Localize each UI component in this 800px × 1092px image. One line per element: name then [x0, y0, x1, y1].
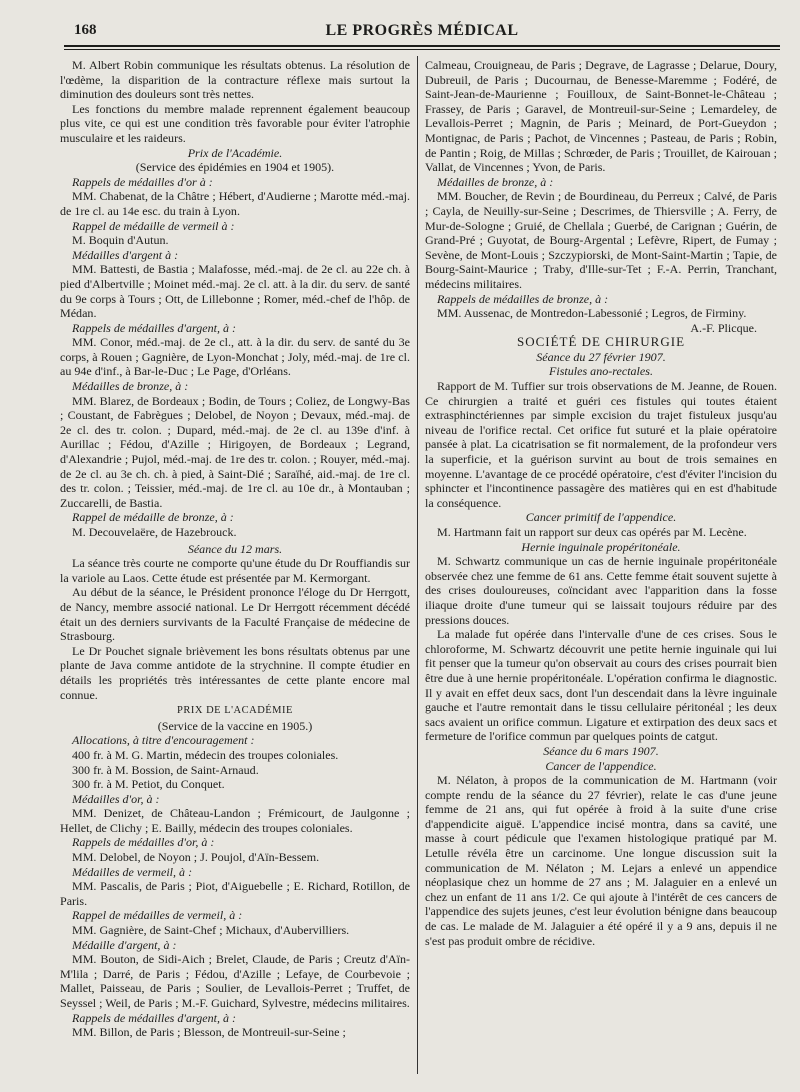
left-paragraph: Prix de l'Académie.: [187, 145, 283, 160]
page-number: 168: [74, 22, 97, 38]
right-paragraph: MM. Boucher, de Revin ; de Bourdineau, du Perreux ; Calvé, de Paris ; Cayla, de Neuilly-sur-Seine ; Descrimes, de Thiersville ; A. Ferry, de Mur-de-Sologne ; Gruié, de Chellala ; Guerbé, de Carignan ; Guérin, de Grand-Pré ; Guyotat, de Bourg-Argental ; Lefèvre, Ripert, de Fumay ; Sevène, de Mont-Louis ; Szczypiorski, de Mont-Saint-Martin ; Tapie, de Bourg-Saint-Maurice ; Traby, d'Ille-sur-Tet ; F.-A. Perrin, Tranchant, médecins militaires.: [425, 189, 777, 291]
right-paragraph: Calmeau, Crouigneau, de Paris ; Degrave, de Lagrasse ; Delarue, Doury, Dubreuil, de Paris ; Ducournau, de Benesse-Maremme ; Fodéré, de Saint-Jean-de-Maurienne ; Fouilloux, de Saint-Bonnet-le-Château ; Frassey, de Paris ; Garavel, de Montreuil-sur-Seine ; Lemardeley, de Levallois-Perret ; Magnin, de Paris ; Meinard, de Port-Gueydon ; Montignac, de Paris ; Pachot, de Vincennes ; Pasteau, de Paris ; Robin, de Pantin ; Roig, de Millas ; Schrœder, de Paris ; Trouillet, de Kairouan ; Vallat, de Vincennes ; Yvon, de Paris.: [425, 58, 777, 175]
left-paragraph: 400 fr. à M. G. Martin, médecin des troupes coloniales.: [72, 747, 339, 762]
right-paragraph: Séance du 27 février 1907.: [536, 349, 666, 364]
right-paragraph: A.-F. Plicque.: [690, 320, 757, 335]
right-paragraph: M. Nélaton, à propos de la communication de M. Hartmann (voir compte rendu de la séance du 27 février), relate le cas d'une jeune femme de 21 ans, qui fut opérée à froid à la suite d'une crise d'appendicite aiguë. L'appendice incisé montra, dans sa cavité, une masse à court pédicule que l'examen histologique pratiqué par M. Letulle révéla être un carcinome. Une longue discussion suit la communication de M. Nélaton ; M. Lejars a enlevé un appendice néoplasique chez un homme de 27 ans ; M. Jalaguier en a enlevé un chez un enfant de 11 ans 1/2. Ce qui ajoute à l'intérêt de ces cancers de l'appendice des sujets jeunes, c'est leur évolution bénigne dans beaucoup de cas. Le malade de M. Jalaguier a été opéré il y a 9 ans, depuis il ne s'est pas produit ombre de récidive.: [425, 773, 777, 948]
left-paragraph: M. Albert Robin communique les résultats obtenus. La résolution de l'œdème, la disparition de la contracture réflexe mais surtout la diminution des douleurs sont très nettes.: [60, 58, 410, 102]
left-paragraph: Rappels de médailles d'or à :: [72, 174, 213, 189]
left-paragraph: Rappels de médailles d'argent, à :: [72, 1010, 237, 1025]
right-paragraph: SOCIÉTÉ DE CHIRURGIE: [516, 334, 686, 350]
left-paragraph: Médailles d'argent à :: [72, 247, 179, 262]
left-paragraph: MM. Conor, méd.-maj. de 2e cl., att. à la dir. du serv. de santé du 3e corps, à Rouen ; Gagnière, de Lyon-Monchat ; Joly, méd.-maj. de 1re cl. au 94e d'inf., à Bar-le-Duc ; Le Page, d'Orléans.: [60, 335, 410, 379]
left-paragraph: 300 fr. à M. Petiot, du Conquet.: [72, 777, 225, 792]
left-paragraph: Au début de la séance, le Président prononce l'éloge du Dr Herrgott, de Nancy, membre associé national. Le Dr Herrgott récemment décédé était un des derniers survivants de la Faculté Française de médecine de Strasbourg.: [60, 585, 410, 644]
left-paragraph: Médaille d'argent, à :: [72, 937, 177, 952]
left-paragraph: Rappel de médailles de vermeil, à :: [72, 908, 243, 923]
left-paragraph: MM. Chabenat, de la Châtre ; Hébert, d'Audierne ; Marotte méd.-maj. de 1re cl. au 14e esc. du train à Lyon.: [60, 189, 410, 218]
left-paragraph: Les fonctions du membre malade reprennent également beaucoup plus vite, ce qui est une condition très favorable pour éviter l'atrophie musculaire et les raideurs.: [60, 101, 410, 145]
right-paragraph: Séance du 6 mars 1907.: [543, 743, 659, 758]
column-divider: [417, 56, 418, 1074]
left-paragraph: MM. Delobel, de Noyon ; J. Poujol, d'Aïn-Bessem.: [72, 850, 320, 865]
left-paragraph: Séance du 12 mars.: [187, 541, 283, 556]
left-paragraph: MM. Blarez, de Bordeaux ; Bodin, de Tours ; Coliez, de Longwy-Bas ; Coustant, de Fabrègues ; Delobel, de Noyon ; Devaux, méd.-maj. de 2e cl. des tr. colon. ; Dupard, méd.-maj. de 2e cl. au 139e d'inf. à Aurillac ; Fédou, d'Azille ; Hirigoyen, de Bordeaux ; Legrand, d'Alexandrie ; Pujol, méd.-maj. de 1re des tr. colon. ; Rouyer, méd.-maj. de 2e cl. au 3e ch. ch. à pied, à Saint-Dié ; Saraïhé, aid.-maj. de 1re cl. des tr. colon. ; Teissier, méd.-maj. de 1re cl. au 10e dr., à Montauban ; Zuccarelli, de Bastia.: [60, 393, 410, 510]
right-paragraph: M. Schwartz communique un cas de hernie inguinale propéritonéale observée chez une femme de 61 ans. Cette femme était souvent sujette à des crises douloureuses, coïncidant avec l'apparition dans la fosse iliaque droite d'une tumeur qui se laissait toujours réduire par des pressions douces.: [425, 554, 777, 627]
right-paragraph: Rappels de médailles de bronze, à :: [437, 291, 609, 306]
left-paragraph: MM. Bouton, de Sidi-Aich ; Brelet, Claude, de Paris ; Creutz d'Aïn-M'lila ; Darré, de Paris ; Fédou, d'Azille ; Lefaye, de Courbevoie ; Mallet, Paisseau, de Paris ; Soulier, de Levallois-Perret ; Truffet, de Seyssel ; Weil, de Paris ; M.-F. Guichard, Sylvestre, médecins militaires.: [60, 952, 410, 1010]
right-paragraph: Fistules ano-rectales.: [549, 364, 653, 379]
left-paragraph: M. Decouvelaëre, de Hazebrouck.: [72, 525, 237, 539]
right-paragraph: La malade fut opérée dans l'intervalle d'une de ces crises. Sous le chloroforme, M. Schwartz découvrit une petite hernie inguinale qui lui fit penser que la tumeur qu'on observait au cours des crises pourrait bien être due à une hernie propéritonéale. L'opération confirma le diagnostic. Il y avait en effet deux sacs, dont l'un descendait dans la lèvre inguinale gauche et l'autre remontait dans le tissu cellulaire péritonéal ; les deux sacs avaient un orifice commun. Ligature et extirpation des deux sacs et fermeture de l'orifice commun par quelques points de catgut.: [425, 627, 777, 744]
right-paragraph: Rapport de M. Tuffier sur trois observations de M. Jeanne, de Rouen. Ce chirurgien a traité et guéri ces fistules qui toutes étaient extrasphinctériennes par simple excision du trajet fistuleux jusqu'au niveau de l'orifice rectal. Cet orifice fut suturé et la plaie opératoire pansée à plat. La cicatrisation se fit normalement, de la profondeur vers la superficie, et la guérison survint au bout de trois semaines en moyenne. L'avantage de ce procédé opératoire, c'est d'éviter l'incision du sphincter et l'incontinence passagère des matières qui en est d'habitude la conséquence.: [425, 379, 777, 510]
right-paragraph: M. Hartmann fait un rapport sur deux cas opérés par M. Lecène.: [437, 525, 747, 539]
left-paragraph: Rappel de médaille de bronze, à :: [72, 510, 234, 525]
left-paragraph: MM. Denizet, de Château-Landon ; Frémicourt, de Jaulgonne ; Hellet, de Clichy ; E. Bailly, médecin des troupes coloniales.: [60, 806, 410, 835]
left-paragraph: MM. Billon, de Paris ; Blesson, de Montreuil-sur-Seine ;: [72, 1025, 346, 1040]
header-rule: [64, 45, 780, 47]
left-paragraph: Le Dr Pouchet signale brièvement les bons résultats obtenus par une plante de Java comme antidote de la strychnine. Il compte étudier en détails les propriétés très intéressantes de cette plante encore mal connue.: [60, 643, 410, 702]
right-paragraph: MM. Aussenac, de Montredon-Labessonié ; Legros, de Firminy.: [437, 306, 747, 321]
left-paragraph: (Service de la vaccine en 1905.): [157, 718, 313, 733]
left-column: [60, 58, 410, 1040]
left-paragraph: Rappels de médailles d'argent, à :: [72, 320, 237, 335]
page-header: [64, 22, 780, 44]
left-paragraph: Rappel de médaille de vermeil à :: [72, 218, 235, 233]
left-paragraph: Médailles de vermeil, à :: [72, 864, 193, 879]
right-paragraph: Hernie inguinale propéritonéale.: [521, 539, 681, 554]
left-paragraph: Allocations, à titre d'encouragement :: [72, 733, 255, 748]
left-paragraph: Rappels de médailles d'or, à :: [72, 835, 215, 850]
left-paragraph: (Service des épidémies en 1904 et 1905).: [135, 160, 335, 175]
journal-title: LE PROGRÈS MÉDICAL: [325, 22, 519, 39]
right-paragraph: Médailles de bronze, à :: [437, 174, 554, 189]
header-rule-thin: [64, 49, 780, 50]
left-paragraph: M. Boquin d'Autun.: [72, 233, 169, 248]
left-paragraph: PRIX DE L'ACADÉMIE: [177, 705, 293, 717]
left-paragraph: MM. Pascalis, de Paris ; Piot, d'Aiguebelle ; E. Richard, Rotillon, de Paris.: [60, 879, 410, 908]
left-paragraph: MM. Battesti, de Bastia ; Malafosse, méd.-maj. de 2e cl. au 22e ch. à pied d'Albertville ; Moinet méd.-maj. 2e cl. att. à la dir. du serv. de santé du 9e corps à Tours ; Ott, de Lillebonne ; Romer, méd.-chef de l'hôp. de Médan.: [60, 262, 410, 321]
left-paragraph: MM. Gagnière, de Saint-Chef ; Michaux, d'Aubervilliers.: [72, 923, 350, 938]
right-column: [425, 58, 777, 948]
right-paragraph: Cancer primitif de l'appendice.: [525, 510, 677, 525]
left-paragraph: Médailles d'or, à :: [72, 791, 160, 806]
right-paragraph: Cancer de l'appendice.: [545, 758, 657, 773]
left-paragraph: Médailles de bronze, à :: [72, 379, 189, 394]
left-paragraph: La séance très courte ne comporte qu'une étude du Dr Rouffiandis sur la variole au Laos. Cette étude est présentée par M. Kermorgant.: [60, 556, 410, 585]
left-paragraph: 300 fr. à M. Bossion, de Saint-Arnaud.: [72, 762, 259, 777]
